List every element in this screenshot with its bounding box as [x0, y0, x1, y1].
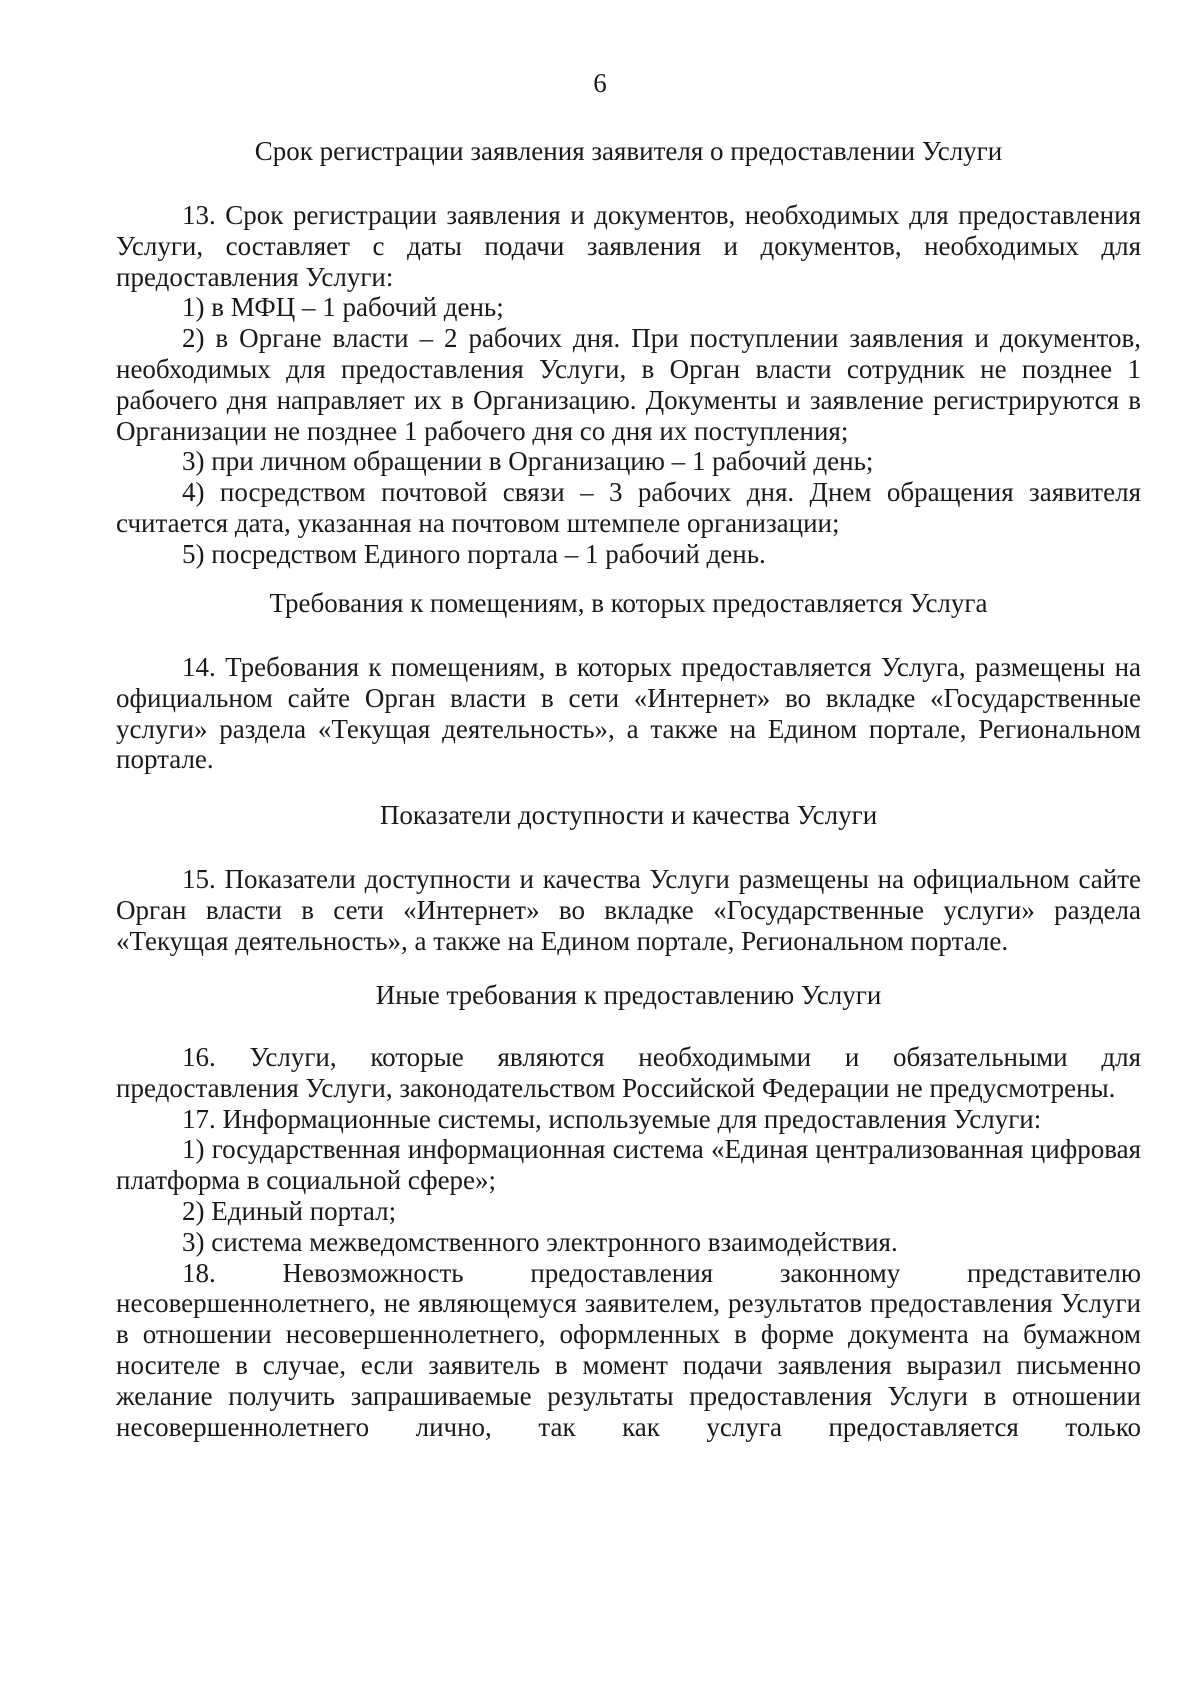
list-item-mfc: 1) в МФЦ – 1 рабочий день;: [182, 292, 504, 323]
section-heading-registration-period: Срок регистрации заявления заявителя о предоставлении Услуги: [254, 136, 1003, 166]
section-heading-premises: Требования к помещениям, в которых предоставляется Услуга: [269, 588, 988, 618]
paragraph-15: 15. Показатели доступности и качества Услуги размещены на официальном сайте Орган власти в сети «Интернет» во вкладке «Государственные услуги» раздела «Текущая деятельность», а также на Едином портале, Региональном портале.: [116, 864, 1141, 956]
list-item-single-portal: 2) Единый портал;: [182, 1195, 397, 1226]
section-heading-accessibility: Показатели доступности и качества Услуги: [379, 800, 878, 830]
paragraph-14: 14. Требования к помещениям, в которых предоставляется Услуга, размещены на официальном сайте Орган власти в сети «Интернет» во вкладке «Государственные услуги» раздела «Текущая деятельность», а также на Едином портале, Региональном портале.: [116, 652, 1141, 775]
section-heading-other-requirements: Иные требования к предоставлению Услуги: [375, 980, 882, 1010]
list-item-unified-portal: 5) посредством Единого портала – 1 рабочий день.: [182, 538, 766, 569]
paragraph-17: 17. Информационные системы, используемые для предоставления Услуги:: [182, 1103, 1042, 1134]
section-body-premises: [116, 652, 1141, 775]
list-item-smev: 3) система межведомственного электронного взаимодействия.: [182, 1226, 898, 1257]
section-body-registration-period: [116, 200, 1141, 570]
page-number: 6: [593, 68, 607, 98]
section-body-other-requirements: [116, 1042, 1141, 1442]
list-item-authority: 2) в Органе власти – 2 рабочих дня. При поступлении заявления и документов, необходимых для предоставления Услуги, в Орган власти сотрудник не позднее 1 рабочего дня направляет их в Организацию. Документы и заявление регистрируются в Организации не позднее 1 рабочего дня со дня их поступления;: [116, 323, 1141, 446]
paragraph-18: 18. Невозможность предоставления законному представителю несовершеннолетнего, не являющемуся заявителем, результатов предоставления Услуги в отношении несовершеннолетнего, оформленных в форме документа на бумажном носителе в случае, если заявитель в момент подачи заявления выразил письменно желание получить запрашиваемые результаты предоставления Услуги в отношении несовершеннолетнего лично, так как услуга предоставляется только: [116, 1257, 1141, 1442]
list-item-gis: 1) государственная информационная система «Единая централизованная цифровая платформа в социальной сфере»;: [116, 1134, 1141, 1196]
section-body-accessibility: [116, 864, 1141, 956]
list-item-postal: 4) посредством почтовой связи – 3 рабочих дня. Днем обращения заявителя считается дата, указанная на почтовом штемпеле организации;: [116, 477, 1141, 538]
paragraph-13: 13. Срок регистрации заявления и документов, необходимых для предоставления Услуги, составляет с даты подачи заявления и документов, необходимых для предоставления Услуги:: [116, 200, 1141, 292]
list-item-personal-visit: 3) при личном обращении в Организацию – 1 рабочий день;: [182, 446, 874, 477]
paragraph-16: 16. Услуги, которые являются необходимыми и обязательными для предоставления Услуги, законодательством Российской Федерации не предусмотрены.: [116, 1042, 1141, 1103]
